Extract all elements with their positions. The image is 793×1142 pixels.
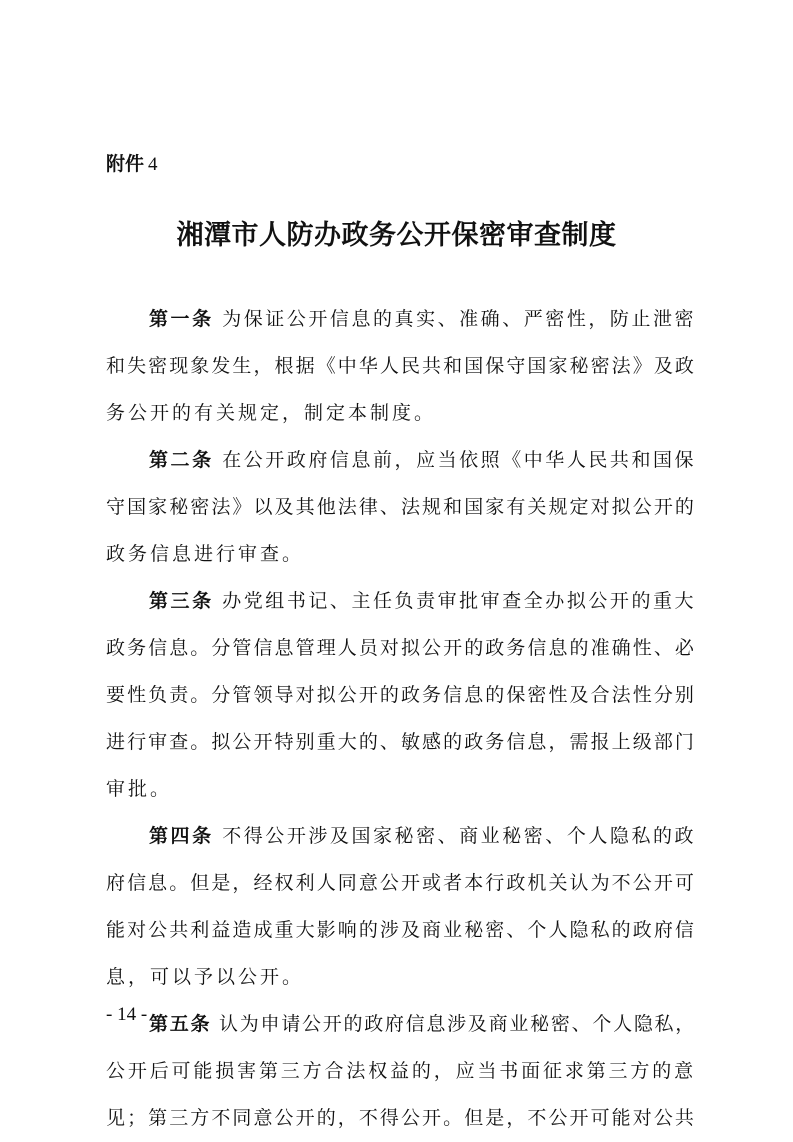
article-text: 守国家秘密法》以及其他法律、法规和国家有关规定对拟公开的 (106, 496, 696, 518)
article-first-line (106, 296, 696, 343)
article-line (106, 766, 696, 813)
article-text: 要性负责。分管领导对拟公开的政务信息的保密性及合法性分别 (106, 684, 696, 706)
article-line (106, 860, 696, 907)
attachment-word: 附件 (106, 153, 145, 175)
page-number: - 14 - (106, 1004, 148, 1025)
article-text: 息，可以予以公开。 (106, 966, 305, 988)
article-text: 审批。 (106, 778, 173, 800)
article-line (106, 719, 696, 766)
article-line (106, 1048, 696, 1095)
article-text: 为保证公开信息的真实、准确、严密性，防止泄密 (213, 308, 697, 330)
article-number: 第四条 (149, 825, 214, 847)
article-line (106, 484, 696, 531)
article-text: 务公开的有关规定，制定本制度。 (106, 402, 437, 424)
article-text: 和失密现象发生，根据《中华人民共和国保守国家秘密法》及政 (106, 355, 696, 377)
article-line (106, 1095, 696, 1142)
article-text: 进行审查。拟公开特别重大的、敏感的政务信息，需报上级部门 (106, 731, 696, 753)
article-text: 府信息。但是，经权利人同意公开或者本行政机关认为不公开可 (106, 872, 696, 894)
article-text: 办党组书记、主任负责审批审查全办拟公开的重大 (213, 590, 697, 612)
article-text: 见；第三方不同意公开的，不得公开。但是，不公开可能对公共 (106, 1107, 696, 1129)
document-title: 湘潭市人防办政务公开保密审查制度 (176, 220, 617, 251)
article-line (106, 672, 696, 719)
article-text: 能对公共利益造成重大影响的涉及商业秘密、个人隐私的政府信 (106, 919, 696, 941)
article-line (106, 343, 696, 390)
article-first-line (106, 1001, 696, 1048)
article-first-line (106, 813, 696, 860)
article-text: 政务信息。分管信息管理人员对拟公开的政务信息的准确性、必 (106, 637, 696, 659)
article-text: 不得公开涉及国家秘密、商业秘密、个人隐私的政 (213, 825, 697, 847)
article-text: 认为申请公开的政府信息涉及商业秘密、个人隐私， (211, 1013, 697, 1035)
attachment-number: 4 (148, 154, 158, 175)
article-first-line (106, 578, 696, 625)
article-line (106, 390, 696, 437)
attachment-label (106, 151, 158, 178)
article-line (106, 954, 696, 1001)
article-text: 公开后可能损害第三方合法权益的，应当书面征求第三方的意 (106, 1060, 696, 1082)
article-line (106, 531, 696, 578)
article-first-line (106, 437, 696, 484)
document-body (106, 296, 696, 1142)
article-line (106, 907, 696, 954)
article-number: 第一条 (149, 308, 214, 330)
article-line (106, 625, 696, 672)
article-number: 第五条 (149, 1013, 212, 1035)
article-text: 政务信息进行审查。 (106, 543, 305, 565)
article-number: 第三条 (149, 590, 214, 612)
article-text: 在公开政府信息前，应当依照《中华人民共和国保 (213, 449, 697, 471)
article-number: 第二条 (149, 449, 214, 471)
